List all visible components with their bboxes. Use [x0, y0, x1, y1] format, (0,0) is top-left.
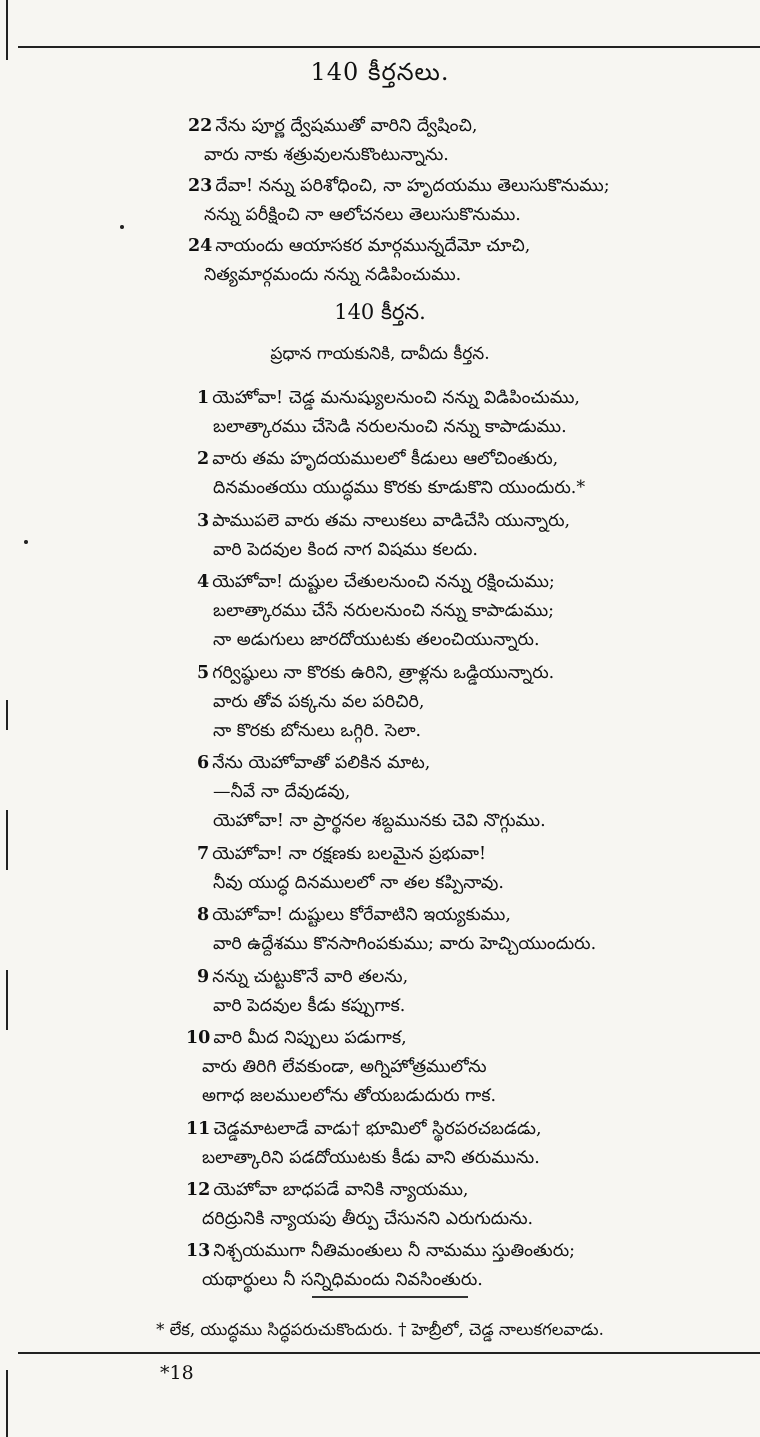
psalm-superscription: ప్రధాన గాయకునికి, దావీదు కీర్తన. — [270, 344, 490, 364]
verse-line: యెహోవా! దుష్టుల చేతులనుంచి నన్ను రక్షించుము; — [212, 571, 555, 592]
verse-line: నా కొరకు బోనులు ఒగ్గిరి. సెలా. — [213, 720, 422, 741]
verse-line: నాయందు ఆయాసకర మార్గమున్నదేమో చూచి, — [215, 236, 531, 256]
verse-line: యెహోవా! దుష్టులు కోరేవాటిని ఇయ్యకుము, — [212, 905, 511, 926]
verse-line: —నీవే నా దేవుడవు, — [213, 782, 351, 803]
verse-3 — [197, 507, 570, 565]
verse-number: 8 — [197, 905, 210, 926]
verse-line: నన్ను చుట్టుకొనే వారి తలను, — [212, 966, 409, 987]
verse-number: 24 — [188, 236, 213, 256]
verse-line: దేవా! నన్ను పరిశోధించి, నా హృదయము తెలుసుకొనుము; — [215, 176, 610, 196]
verse-line: వారు నాకు శత్రువులనుకొంటున్నాను. — [204, 145, 449, 165]
verse-8 — [197, 901, 596, 959]
verse-line: యెహోవా! చెడ్డ మనుష్యులనుంచి నన్ను విడిపించుము, — [212, 388, 580, 408]
verse-5 — [197, 659, 554, 746]
verse-6 — [197, 749, 546, 836]
verse-line: వారి ఉద్దేశము కొనసాగింపకుము; వారు హెచ్చియుందురు. — [213, 934, 597, 955]
verse-12 — [186, 1176, 533, 1234]
verse-1 — [197, 384, 580, 442]
verse-line: యెహోవా! నా రక్షణకు బలమైన ప్రభువా! — [212, 844, 487, 864]
verse-number: 10 — [186, 1027, 211, 1048]
binding-edge-mark — [6, 1370, 8, 1437]
verse-number: 11 — [186, 1118, 211, 1139]
running-title: 140 కీర్తనలు. — [310, 58, 450, 86]
verse-number: 5 — [197, 662, 210, 683]
footnote: * లేక, యుద్ధము సిద్ధపరుచుకొందురు. † హెబ్రీలో, చెడ్డ నాలుకగలవాడు. — [156, 1320, 604, 1339]
verse-10 — [186, 1024, 496, 1111]
verse-22 — [188, 112, 477, 170]
verse-line: వారి మీద నిప్పులు పడుగాక, — [213, 1027, 407, 1048]
verse-line: వారి పెదవుల కింద నాగ విషము కలదు. — [213, 539, 478, 560]
footnote-separator — [312, 1296, 468, 1298]
verse-number: 6 — [197, 753, 210, 774]
ink-speck — [24, 540, 28, 544]
verse-line: నిత్యమార్గమందు నన్ను నడిపించుము. — [204, 265, 462, 285]
verse-line: యెహోవా! నా ప్రార్థనల శబ్దమునకు చెవి నొగ్గుము. — [213, 811, 546, 832]
verse-line: యథార్థులు నీ సన్నిధిమందు నివసింతురు. — [202, 1270, 483, 1291]
verse-13 — [186, 1237, 575, 1295]
verse-number: 23 — [188, 176, 213, 196]
verse-line: వారు తిరిగి లేవకుండా, అగ్నిహోత్రములోను — [202, 1056, 487, 1077]
ink-speck — [120, 225, 124, 229]
verse-line: నేను యెహోవాతో పలికిన మాట, — [212, 753, 431, 774]
verse-line: యెహోవా బాధపడే వానికి న్యాయము, — [213, 1179, 469, 1200]
binding-edge-mark — [6, 0, 8, 60]
verse-line: వారు తమ హృదయములలో కీడులు ఆలోచింతురు, — [212, 449, 559, 470]
verse-number: 7 — [197, 844, 210, 864]
verse-number: 3 — [197, 510, 210, 531]
verse-line: గర్విష్ఠులు నా కొరకు ఉరిని, త్రాళ్లను ఒడ్డియున్నారు. — [212, 662, 555, 683]
verse-line: నిశ్చయముగా నీతిమంతులు నీ నామము స్తుతింతురు; — [213, 1241, 576, 1262]
verse-number: 2 — [197, 449, 210, 470]
top-rule — [18, 46, 760, 48]
verse-line: దరిద్రునికి న్యాయపు తీర్పు చేసునని ఎరుగుదును. — [202, 1208, 534, 1229]
verse-7 — [197, 840, 504, 898]
verse-number: 9 — [197, 966, 210, 987]
verse-line: వారు తోవ పక్కను వల పరిచిరి, — [213, 691, 425, 712]
verse-number: 22 — [188, 116, 213, 136]
verse-line: వారి పెదవుల కీడు కప్పుగాక. — [213, 995, 406, 1016]
verse-24 — [188, 232, 530, 290]
verse-number: 4 — [197, 571, 210, 592]
verse-4 — [197, 568, 555, 655]
verse-line: దినమంతయు యుద్ధము కొరకు కూడుకొని యుందురు.* — [213, 478, 586, 499]
verse-23 — [188, 172, 610, 230]
binding-edge-mark — [6, 810, 8, 870]
verse-line: నా అడుగులు జారదోయుటకు తలంచియున్నారు. — [213, 629, 540, 650]
verse-line: బలాత్కారిని పడదోయుటకు కీడు వాని తరుమును. — [202, 1147, 540, 1168]
verse-11 — [186, 1115, 542, 1173]
bottom-rule — [18, 1352, 760, 1354]
psalm-title: 140 కీర్తన. — [334, 300, 426, 324]
binding-edge-mark — [6, 700, 8, 730]
verse-line: అగాధ జలములలోను తోయబడుదురు గాక. — [202, 1085, 497, 1106]
verse-number: 13 — [186, 1241, 211, 1262]
verse-line: చెడ్డమాటలాడే వాడు† భూమిలో స్థిరపరచబడడు, — [213, 1118, 542, 1139]
verse-number: 12 — [186, 1179, 211, 1200]
signature-mark: *18 — [160, 1362, 194, 1384]
verse-line: బలాత్కారము చేసెడి నరులనుంచి నన్ను కాపాడుము. — [213, 417, 567, 437]
verse-line: నీవు యుద్ధ దినములలో నా తల కప్పినావు. — [213, 873, 504, 893]
verse-line: బలాత్కారము చేసే నరులనుంచి నన్ను కాపాడుము; — [213, 600, 555, 621]
binding-edge-mark — [6, 970, 8, 1030]
verse-line: పాముపలె వారు తమ నాలుకలు వాడిచేసి యున్నారు, — [212, 510, 571, 531]
verse-number: 1 — [197, 388, 210, 408]
verse-line: నన్ను పరీక్షించి నా ఆలోచనలు తెలుసుకొనుము. — [204, 205, 521, 225]
verse-line: నేను పూర్ణ ద్వేషముతో వారిని ద్వేషించి, — [215, 116, 478, 136]
verse-9 — [197, 963, 408, 1021]
verse-2 — [197, 445, 585, 503]
